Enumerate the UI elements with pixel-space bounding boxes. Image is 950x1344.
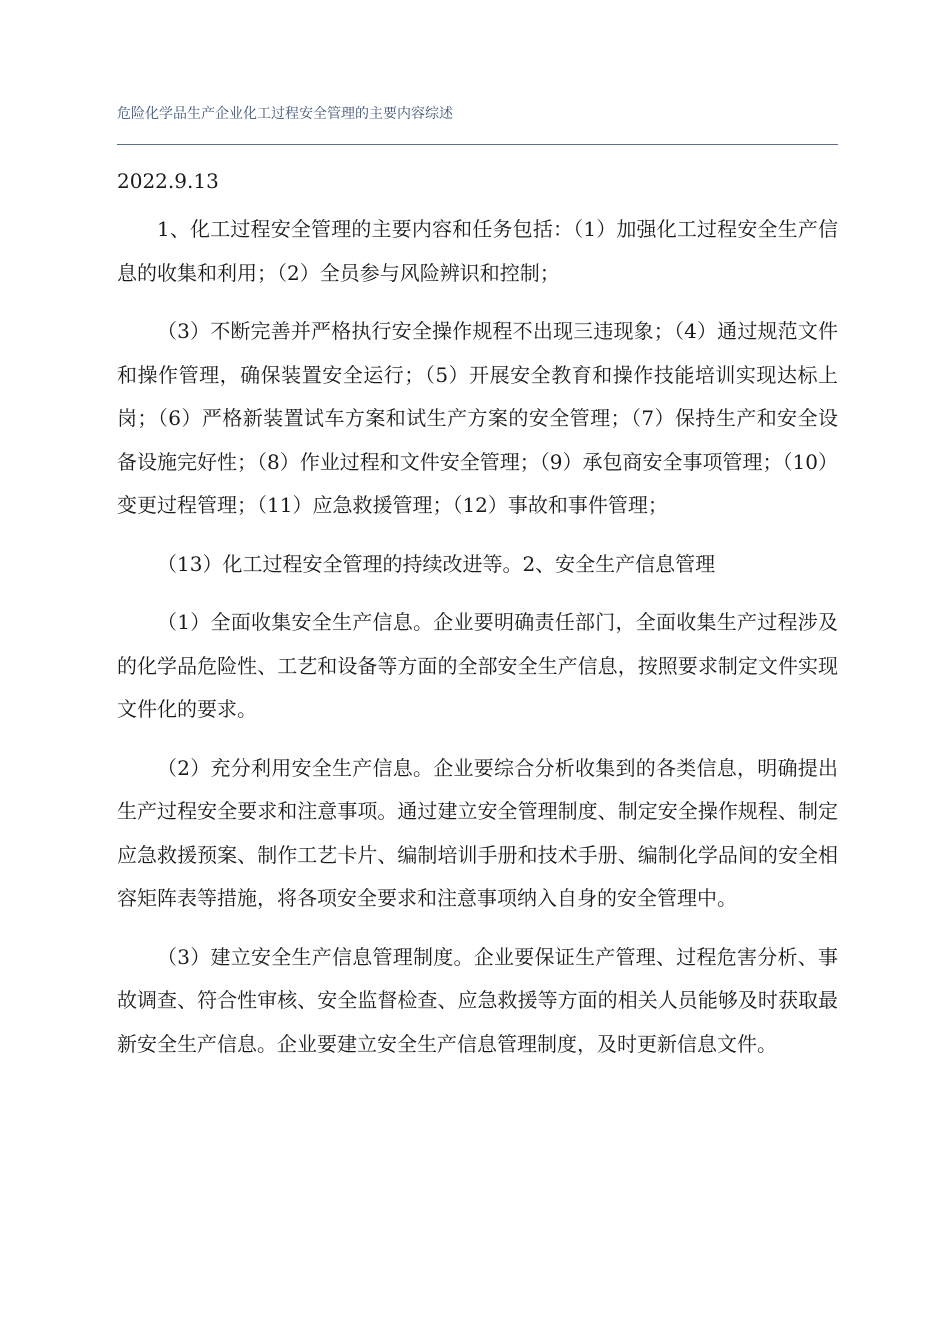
header-title: 危险化学品生产企业化工过程安全管理的主要内容综述 (117, 106, 453, 122)
paragraph: （2）充分利用安全生产信息。企业要综合分析收集到的各类信息，明确提出生产过程安全要求和注意事项。通过建立安全管理制度、制定安全操作规程、制定应急救援预案、制作工艺卡片、编制培训手册和技术手册、编制化学品间的安全相容矩阵表等措施，将各项安全要求和注意事项纳入自身的安全管理中。 (117, 755, 838, 910)
paragraph: （13）化工过程安全管理的持续改进等。2、安全生产信息管理 (157, 551, 716, 576)
document-date: 2022.9.13 (117, 169, 219, 193)
paragraph: 1、化工过程安全管理的主要内容和任务包括：（1）加强化工过程安全生产信息的收集和利用；（2）全员参与风险辨识和控制； (117, 217, 838, 285)
paragraph: （3）不断完善并严格执行安全操作规程不出现三违现象；（4）通过规范文件和操作管理，确保装置安全运行；（5）开展安全教育和操作技能培训实现达标上岗；（6）严格新装置试车方案和试生产方案的安全管理；（7）保持生产和安全设备设施完好性；（8）作业过程和文件安全管理；（9）承包商安全事项管理；（10）变更过程管理；（11）应急救援管理；（12）事故和事件管理； (117, 319, 838, 517)
paragraph: （3）建立安全生产信息管理制度。企业要保证生产管理、过程危害分析、事故调查、符合性审核、安全监督检查、应急救援等方面的相关人员能够及时获取最新安全生产信息。企业要建立安全生产信息管理制度，及时更新信息文件。 (117, 944, 838, 1056)
page-header (117, 104, 838, 145)
document-body (117, 166, 838, 1081)
paragraph: （1）全面收集安全生产信息。企业要明确责任部门，全面收集生产过程涉及的化学品危险性、工艺和设备等方面的全部安全生产信息，按照要求制定文件实现文件化的要求。 (117, 610, 838, 721)
